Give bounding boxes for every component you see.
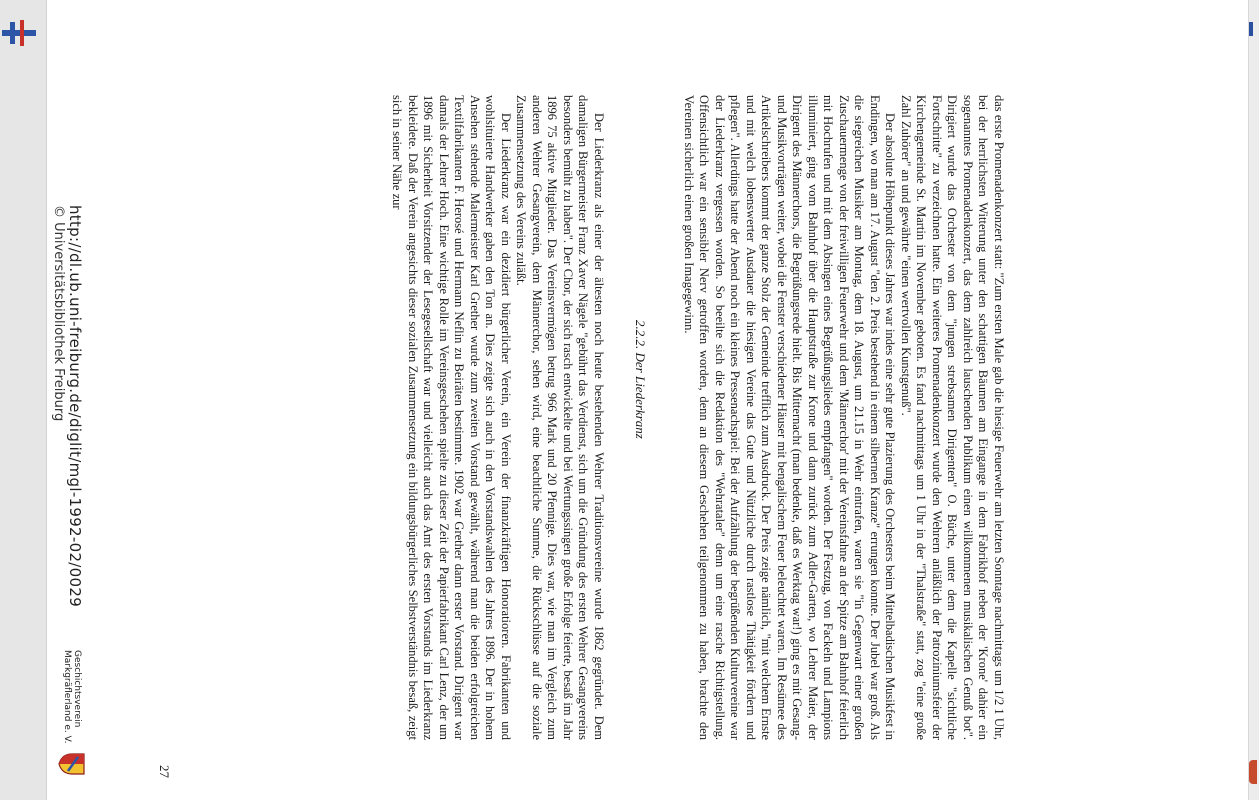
viewer-logo-icon[interactable] [2, 20, 36, 46]
text-column-top [681, 95, 1007, 740]
permalink-url[interactable]: http://dl.ub.uni-freiburg.de/diglit/mgl-1992-02/0029 [66, 205, 84, 608]
paragraph: das erste Promenadenkonzert statt: "Zum ersten Male gab die hiesige Feuerwehr am letzten Sonntage nachmittags um 1/2 1 Uhr, bei der herrlichsten Witterung unter den schattigen Bäumen am Eingange in dem Fabrikhof neben der 'Krone' dahier ein sogenanntes Promenadenkonzert, das dem zahlreich lauschenden Publikum einen willkommenen musikalischen Genuß bot". Dirigiert wurde das Orchester von dem "jungen strebsamen Dirigenten" O. Büche, unter dem die Kapelle "sichtliche Fortschritte" zu verzeichnen hatte. Ein weiteres Promenadenkonzert wurde den Wehrern anläßlich der Patroziniumsfeier der Kirchengemeinde St. Martin im November geboten. Es fand nachmittags um 1 Uhr in der "Thalstraße" statt, zog "eine große Zahl Zuhörer" an und gewährte "einen wertvollen Kunstgenuß". [899, 95, 1006, 740]
copyright-notice: © Universitätsbibliothek Freiburg [51, 205, 66, 422]
society-line-1: Geschichtsverein [72, 650, 82, 728]
viewer-left-sidebar [0, 0, 47, 800]
document-page [50, 0, 1246, 800]
section-heading: 2.2.2. Der Liederkranz [633, 320, 648, 439]
society-label [62, 650, 82, 743]
paragraph: Der Liederkranz war ein dezidiert bürgerlicher Verein, ein Verein der finanzkräftigen Honoratioren. Fabrikanten und wohlsituierte Handwerker gaben den Ton an. Dies zeigte sich auch in den Vorstandswahlen des Jahres 1896. Der in hohem Ansehen stehende Malermeister Karl Grether wurde zum zweiten Vorstand gewählt, während man die beiden erfolgreichen Textilfabrikanten F. Herosé und Hermann Neflin zu Beiräten bestimmte. 1902 war Grether dann erster Vorstand. Dirigent war damals der Lehrer Hoch. Eine wichtige Rolle im Vereinsgeschehen spielte zu dieser Zeit der Papierfabrikant Carl Lenz, der um 1896 mit Sicherheit Vorsitzender der Lesegesellschaft war und vielleicht auch das Amt des ersten Vorstands im Liederkranz bekleidete. Daß der Verein angesichts dieser sozialen Zusammensetzung ein bildungsbürgerliches Selbstverständnis besaß, zeigt sich in seiner Nähe zur [390, 95, 513, 740]
page-footer [51, 0, 88, 800]
coat-of-arms-icon [58, 752, 86, 776]
rotated-page-content [50, 0, 1246, 800]
right-sidebar-badge[interactable] [1249, 760, 1257, 784]
society-line-2: Markgräflerland e. V. [62, 650, 72, 744]
text-column-bottom [389, 95, 606, 740]
paragraph: Der absolute Höhepunkt dieses Jahres war indes eine sehr gute Plazierung des Orchesters beim Mittelbadischen Musikfest in Endingen, wo man am 17. August "den 2. Preis bestehend in einem silbernen Kranze" errungen konnte. Der Jubel war groß. Als die siegreichen Musiker am Montag, dem 18. August, um 21.15 in Wehr eintrafen, waren sie "in Gegenwart einer großen Zuschauermenge von der freiwilligen Feuerwehr und dem 'Männerchor' mit der Vereinsfahne an der Spitze am Bahnhof feierlich mit Hochrufen und mit dem Absingen eines Begrüßungsliedes empfangen" worden. Der Festzug, von Fackeln und Lampions illuminiert, ging vom Bahnhof über die Hauptstraße zur Krone und dann zurück zum Adler-Garten, wo Lehrer Maier, der Dirigent des Männerchors, die Begrüßungsrede hielt. Bis Mitternacht (man bedenke, daß es Werktag war!) ging es mit Gesang- und Musikvorträgen weiter, wobei die Fenster verschiedener Häuser mit bengalischem Feuer beleuchtet waren. Im Resümee des Artikelschreibers kommt der ganze Stolz der Gemeinde trefflich zum Ausdruck. Der Preis zeige nämlich, "mit welchem Ernste und mit welch lobenswerter Ausdauer die hiesigen Vereine das Gute und Nützliche durch rastlose Thätigkeit fördern und pflegen". Allerdings hatte der Abend noch ein kleines Pressenachspiel: Bei der Aufzählung der begrüßenden Kulturvereine war der Liederkranz vergessen worden. So beeilte sich die Redaktion des "Wehrataler" denn um eine rasche Richtigstellung. Offensichtlich war ein sensibler Nerv getroffen worden, denn an diesem Geschehen teilgenommen zu haben, brachte den Vereinen sicherlich einen großen Imagegewinn. [682, 95, 898, 740]
paragraph: Der Liederkranz als einer der ältesten noch heute bestehenden Wehrer Traditionsvereine wurde 1862 gegründet. Dem damaligen Bürgermeister Franz Xaver Nägele "gebührt das Verdienst, sich um die Gründung des ersten Wehrer Gesangvereins besonders bemüht zu haben". Der Chor, der sich rasch entwickelte und bei Wertungssingen große Erfolge feierte, besaß im Jahr 1896 75 aktive Mitglieder. Das Vereinsvermögen betrug 966 Mark und 20 Pfennige. Dies war, wie man im Vergleich zum anderen Wehrer Gesangverein, dem Männerchor, sehen wird, eine beachtliche Summe, die Rückschlüsse auf die soziale Zusammensetzung des Vereins zuläßt. [514, 95, 606, 740]
page-number: 27 [157, 765, 172, 778]
viewer-right-sidebar [1248, 0, 1259, 800]
right-sidebar-marker[interactable] [1249, 22, 1253, 36]
